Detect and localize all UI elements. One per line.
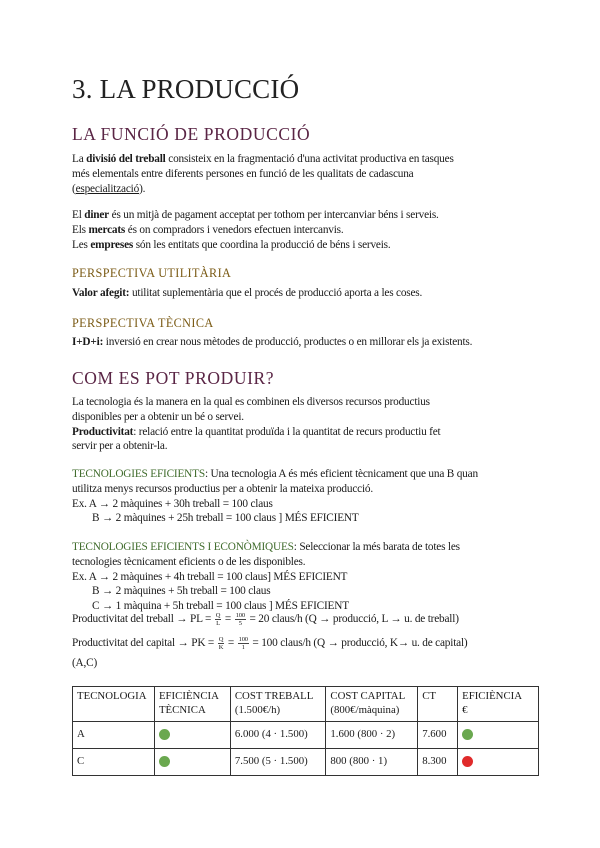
header-tecnologia: TECNOLOGIA (73, 687, 155, 722)
cell-eficiencia-tecnica (154, 749, 230, 776)
label-tecnologies-economiques: TECNOLOGIES EFICIENTS I ECONÒMIQUES (72, 541, 294, 553)
subheading-perspectiva-utilitaria: PERSPECTIVA UTILITÀRIA (72, 266, 232, 280)
header-eficiencia-economica: EFICIÈNCIA € (458, 687, 539, 722)
subheading-perspectiva-tecnica: PERSPECTIVA TÈCNICA (72, 316, 214, 330)
page-title: 3. LA PRODUCCIÓ (72, 74, 300, 104)
cell-cost-treball: 6.000 (4 · 1.500) (230, 722, 326, 749)
table-row (73, 722, 539, 749)
paragraph-divisio-treball: La divisió del treball consisteix en la fragmentació d'una activitat productiva en tasques més elementals entre diferents persones en funció de les qualitats de cadascuna (especialització). (72, 153, 454, 195)
paragraph-tecnologia-productivitat: La tecnologia és la manera en la qual es combinen els diversos recursos productius disponibles per a obtenir un bé o servei. Productivitat: relació entre la quantitat produïda i la quantitat de recurs productiu fet servir per a obtenir-la. (72, 396, 441, 453)
cell-ct: 7.600 (418, 722, 458, 749)
section-heading-com-produir: COM ES POT PRODUIR? (72, 368, 275, 388)
table-header-row (73, 687, 539, 722)
cell-eficiencia-economica (458, 749, 539, 776)
cell-eficiencia-economica (458, 722, 539, 749)
cell-cost-capital: 1.600 (800 · 2) (326, 722, 418, 749)
paragraph-diner-mercats-empreses: El diner és un mitjà de pagament acceptat per tothom per intercanviar béns i serveis. Els mercats és on compradors i venedors efectuen intercanvis. Les empreses són les entitats que coordina la producció de béns i serveis. (72, 209, 439, 251)
paragraph-tecnologies-economiques: TECNOLOGIES EFICIENTS I ECONÒMIQUES: Seleccionar la més barata de totes les tecnologies tècnicament eficients o de les disponibles. Ex. A → 2 màquines + 4h treball = 100 claus] MÉS EFICIENT B → 2 màquines + 5h treball = 100 claus C → 1 màquina + 5h treball = 100 claus ] MÉS EFICIENT (72, 541, 460, 613)
table-row (73, 749, 539, 776)
label-tecnologies-eficients: TECNOLOGIES EFICIENTS (72, 468, 205, 480)
formula-productivitat-treball: Productivitat del treball → PL = $\frac{Q}{L}$ = $\frac{100}{5}$ = 20 claus/h (Q → producció, L → u. de treball) (72, 612, 459, 627)
section-heading-funcio: LA FUNCIÓ DE PRODUCCIÓ (72, 124, 311, 144)
header-cost-capital: COST CAPITAL (800€/màquina) (326, 687, 418, 722)
cell-ct: 8.300 (418, 749, 458, 776)
cost-table (72, 686, 539, 776)
paragraph-idi: I+D+i: inversió en crear nous mètodes de producció, productes o en millorar els ja existents. (72, 336, 473, 348)
green-status-dot (159, 756, 170, 767)
cell-tecnologia: C (73, 749, 155, 776)
header-ct: CT (418, 687, 458, 722)
cell-tecnologia: A (73, 722, 155, 749)
cell-cost-treball: 7.500 (5 · 1.500) (230, 749, 326, 776)
term-divisio-treball: divisió del treball (86, 153, 166, 165)
green-status-dot (462, 729, 473, 740)
header-eficiencia-tecnica: EFICIÈNCIA TÈCNICA (154, 687, 230, 722)
green-status-dot (159, 729, 170, 740)
link-especialitzacio[interactable]: especialització (75, 182, 140, 195)
paragraph-tecnologies-eficients: TECNOLOGIES EFICIENTS: Una tecnologia A és més eficient tècnicament que una B quan utilitza menys recursos productius per a obtenir la mateixa producció. Ex. A → 2 màquines + 30h treball = 100 claus B → 2 màquines + 25h treball = 100 claus ] MÉS EFICIENT (72, 468, 478, 525)
paragraph-valor-afegit: Valor afegit: utilitat suplementària que el procés de producció aporta a les coses. (72, 287, 423, 299)
formula-productivitat-capital: Productivitat del capital → PK = $\frac{Q}{K}$ = $\frac{100}{1}$ = 100 claus/h (Q → producció, K→ u. de capital) (72, 636, 468, 651)
red-status-dot (462, 756, 473, 767)
header-cost-treball: COST TREBALL (1.500€/h) (230, 687, 326, 722)
note-ac: (A,C) (72, 657, 98, 669)
cell-eficiencia-tecnica (154, 722, 230, 749)
cell-cost-capital: 800 (800 · 1) (326, 749, 418, 776)
